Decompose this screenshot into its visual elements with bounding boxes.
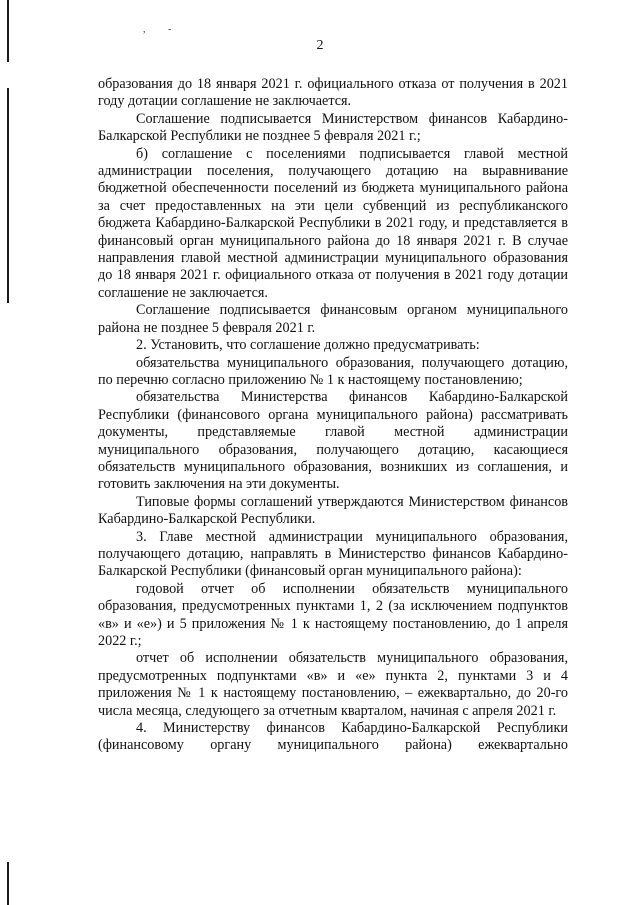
paragraph-continuation: образования до 18 января 2021 г. официального отказа от получения в 2021 году дотации соглашение не заключается. (98, 76, 568, 110)
document-body (98, 76, 568, 755)
paragraph: отчет об исполнении обязательств муниципального образования, предусмотренных подпунктами «в» и «е» пункта 2, пунктами 3 и 4 приложения № 1 к настоящему постановлению, – ежеквартально, до 20-го числа месяца, следующего за отчетным кварталом, начиная с апреля 2021 г. (98, 650, 568, 719)
paragraph: 3. Главе местной администрации муниципального образования, получающего дотацию, направлять в Министерство финансов Кабардино-Балкарской Республики (финансовый орган муниципального района): (98, 528, 568, 580)
paragraph: годовой отчет об исполнении обязательств муниципального образования, предусмотренных пунктами 1, 2 (за исключением подпунктов «в» и «е») и 5 приложения № 1 к настоящему постановлению, до 1 апреля 2022 г.; (98, 580, 568, 649)
paragraph: обязательства муниципального образования, получающего дотацию, по перечню согласно приложению № 1 к настоящему постановлению; (98, 354, 568, 388)
page-number: 2 (316, 38, 324, 53)
scan-edge-mark (7, 862, 9, 905)
scan-speck: , (143, 24, 146, 35)
paragraph: обязательства Министерства финансов Кабардино-Балкарской Республики (финансового органа муниципального района) рассматривать документы, представляемые главой местной администрации муниципального образования, получающего дотацию, касающиеся обязательств муниципального образования, возникших из соглашения, и готовить заключения на эти документы. (98, 389, 568, 493)
paragraph: 4. Министерству финансов Кабардино-Балкарской Республики (финансовому органу муниципального района) ежеквартально (98, 720, 568, 754)
paragraph: 2. Установить, что соглашение должно предусматривать: (136, 337, 480, 354)
scan-speck: - (168, 24, 172, 35)
paragraph: Типовые формы соглашений утверждаются Министерством финансов Кабардино-Балкарской Республики. (98, 493, 568, 528)
scan-edge-mark (7, 88, 9, 303)
paragraph: Соглашение подписывается Министерством финансов Кабардино-Балкарской Республики не позднее 5 февраля 2021 г.; (98, 110, 568, 145)
paragraph: б) соглашение с поселениями подписывается главой местной администрации поселения, получающего дотацию на выравнивание бюджетной обеспеченности поселений из бюджета муниципального района за счет предоставленных на эти цели субвенций из республиканского бюджета Кабардино-Балкарской Республики в 2021 году, и представляется в финансовый орган муниципального района до 18 января 2021 г. В случае направления главой местной администрации муниципального образования до 18 января 2021 г. официального отказа от получения в 2021 году дотации соглашение не заключается. (98, 145, 568, 301)
paragraph: Соглашение подписывается финансовым органом муниципального района не позднее 5 февраля 2021 г. (98, 302, 568, 336)
